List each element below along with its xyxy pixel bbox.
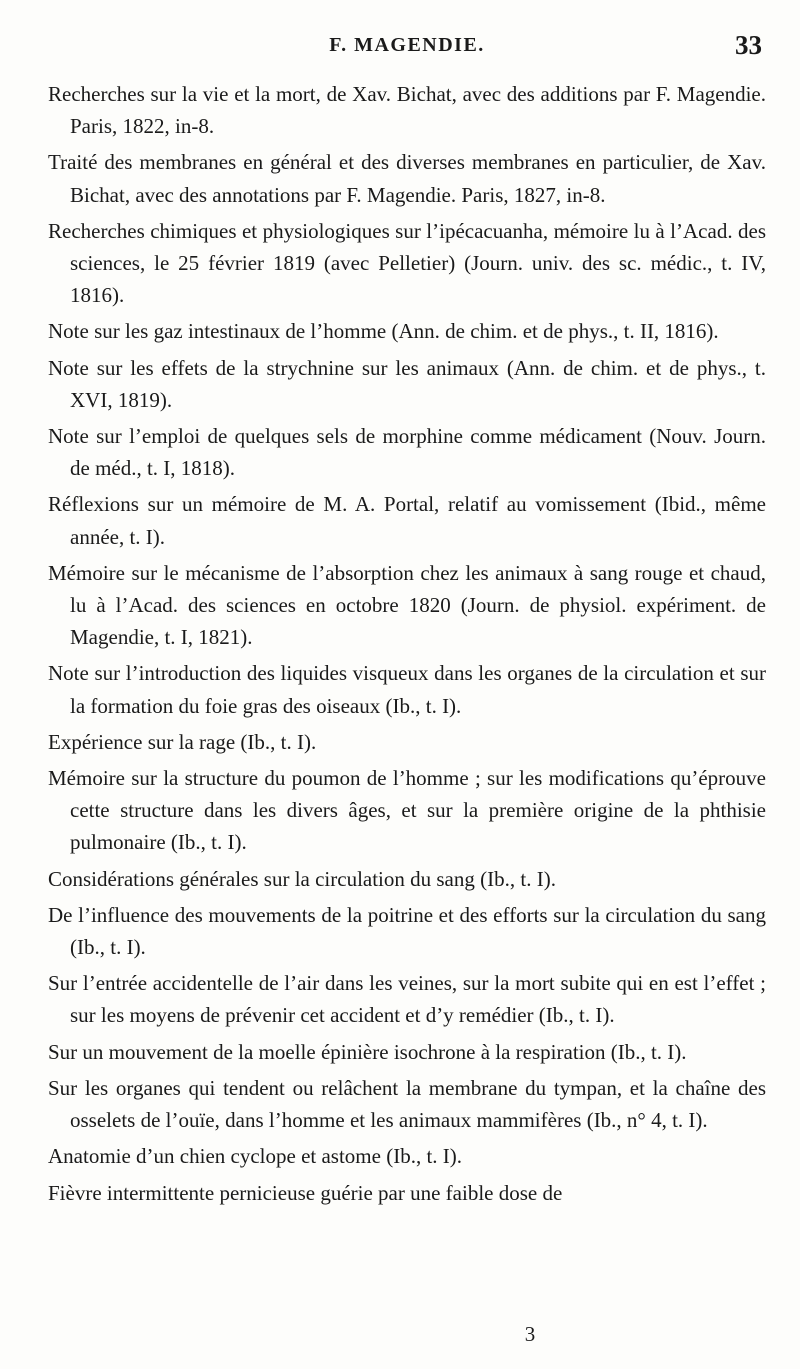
bibliography-entry: Sur l’entrée accidentelle de l’air dans les veines, sur la mort subite qui en est l’effet ; sur les moyens de prévenir cet accident et d’y remédier (Ib., t. I). [48, 971, 766, 1028]
bibliography-entry: Note sur l’introduction des liquides visqueux dans les organes de la circulation et sur la formation du foie gras des oiseaux (Ib., t. I). [48, 661, 766, 718]
bibliography-entry: Anatomie d’un chien cyclope et astome (Ib., t. I). [48, 1144, 463, 1169]
page-header [48, 0, 766, 58]
bibliography-entry: Sur un mouvement de la moelle épinière isochrone à la respiration (Ib., t. I). [48, 1039, 687, 1064]
bibliography-entry: Note sur l’emploi de quelques sels de morphine comme médicament (Nouv. Journ. de méd., t. I, 1818). [48, 424, 766, 481]
signature-mark: 3 [524, 1322, 536, 1346]
bibliography-entry: Recherches sur la vie et la mort, de Xav. Bichat, avec des additions par F. Magendie. Paris, 1822, in-8. [48, 82, 766, 139]
page-number: 33 [735, 30, 762, 60]
bibliography-entry: Sur les organes qui tendent ou relâchent la membrane du tympan, et la chaîne des osselets de l’ouïe, dans l’homme et les animaux mammifères (Ib., n° 4, t. I). [48, 1075, 766, 1133]
bibliography-entry: Recherches chimiques et physiologiques sur l’ipécacuanha, mémoire lu à l’Acad. des sciences, le 25 février 1819 (avec Pelletier) (Journ. univ. des sc. médic., t. IV, 1816). [48, 218, 766, 308]
bibliography-entry: Note sur les effets de la strychnine sur les animaux (Ann. de chim. et de phys., t. XVI, 1819). [48, 355, 766, 412]
bibliography-entry: Considérations générales sur la circulation du sang (Ib., t. I). [48, 866, 556, 891]
bibliography-entry: Traité des membranes en général et des diverses membranes en particulier, de Xav. Bichat, avec des annotations par F. Magendie. Paris, 1827, in-8. [48, 150, 766, 207]
bibliography-entry: Fièvre intermittente pernicieuse guérie par une faible dose de [48, 1180, 563, 1205]
bibliography-entry: De l’influence des mouvements de la poitrine et des efforts sur la circulation du sang (Ib., t. I). [48, 902, 766, 960]
bibliography-entry: Note sur les gaz intestinaux de l’homme (Ann. de chim. et de phys., t. II, 1816). [48, 319, 719, 344]
bibliography-list [48, 78, 766, 1209]
bibliography-entry: Mémoire sur la structure du poumon de l’homme ; sur les modifications qu’éprouve cette structure dans les divers âges, et sur la première origine de la phthisie pulmonaire (Ib., t. I). [48, 766, 766, 855]
running-title: F. MAGENDIE. [329, 34, 485, 56]
bibliography-entry: Expérience sur la rage (Ib., t. I). [48, 729, 317, 754]
bibliography-entry: Réflexions sur un mémoire de M. A. Portal, relatif au vomissement (Ibid., même année, t. I). [48, 492, 766, 549]
bibliography-entry: Mémoire sur le mécanisme de l’absorption chez les animaux à sang rouge et chaud, lu à l’Acad. des sciences en octobre 1820 (Journ. de physiol. expériment. de Magendie, t. I, 1821). [48, 560, 766, 650]
